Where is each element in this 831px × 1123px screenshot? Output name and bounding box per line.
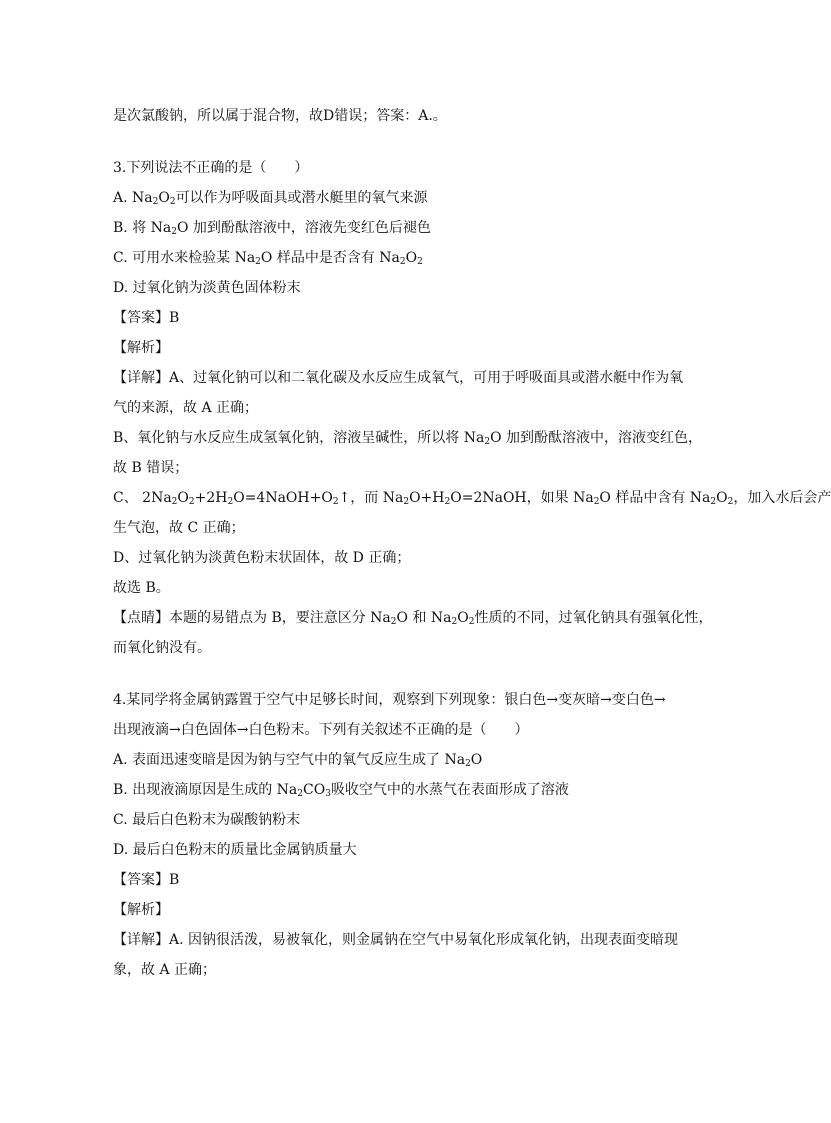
- text-run: 【点睛】本题的易错点为 B，要注意区分 Na: [113, 610, 391, 626]
- subscript: 2: [403, 497, 410, 507]
- text-run: A. Na: [113, 190, 153, 206]
- document-body: [113, 101, 831, 985]
- question-3-detail-line: [113, 423, 703, 453]
- question-3-option-c: [113, 243, 683, 273]
- text-run: ，加入水后会产: [733, 490, 831, 506]
- question-4-option-c: C. 最后白色粉末为碳酸钠粉末: [113, 812, 301, 828]
- question-3-option-b: [113, 213, 683, 243]
- text-run: O 加到酚酞溶液中，溶液变红色，: [490, 430, 703, 446]
- question-3-option-d: D. 过氧化钠为淡黄色固体粉末: [113, 280, 301, 296]
- subscript: 2: [169, 197, 176, 207]
- subscript: 2: [710, 497, 717, 507]
- text-run: 性质的不同，过氧化钠具有强氧化性，: [474, 610, 713, 626]
- question-4-stem-line: 4.某同学将金属钠露置于空气中足够长时间，观察到下列现象：银白色→变灰暗→变白色→: [113, 692, 666, 708]
- text-run: C. 可用水来检验某 Na: [113, 250, 256, 266]
- text-run: O 和 Na: [396, 610, 452, 626]
- text-run: O 样品中含有 Na: [599, 490, 711, 506]
- text-run: CO: [302, 782, 326, 798]
- subscript: 2: [171, 227, 177, 237]
- question-3-key-point-line: 而氧化钠没有。: [113, 640, 211, 656]
- question-4-analysis-heading: 【解析】: [113, 902, 169, 918]
- subscript: 2: [451, 617, 458, 627]
- text-run: B. 将 Na: [113, 220, 172, 236]
- subscript: 2: [484, 437, 491, 447]
- subscript: 2: [297, 789, 303, 799]
- continuation-text: 是次氯酸钠，所以属于混合物，故D错误；答案：A.。: [113, 108, 447, 124]
- subscript: 2: [593, 497, 600, 507]
- question-3-stem: 3.下列说法不正确的是（ ）: [113, 160, 309, 176]
- question-3-detail-line: 【详解】A、过氧化钠可以和二氧化碳及水反应生成氧气，可用于呼吸面具或潜水艇中作为氧: [113, 370, 684, 386]
- subscript: 3: [325, 789, 331, 799]
- question-4-option-b: [113, 775, 683, 805]
- question-3-detail-line: 生气泡，故 C 正确；: [113, 520, 245, 536]
- question-3-detail-line: 故选 B。: [113, 580, 170, 596]
- question-4-stem-line: 出现液滴→白色固体→白色粉末。下列有关叙述不正确的是（ ）: [113, 722, 529, 738]
- subscript: 2: [468, 617, 475, 627]
- subscript: 2: [399, 257, 406, 267]
- question-3-detail-line: 气的来源，故 A 正确；: [113, 400, 259, 416]
- question-3-key-point: [113, 603, 713, 633]
- question-4-option-d: D. 最后白色粉末的质量比金属钠质量大: [113, 842, 357, 858]
- question-3-detail-line: 故 B 错误；: [113, 460, 189, 476]
- question-3-detail-line: D、过氧化钠为淡黄色粉末状固体，故 D 正确；: [113, 550, 411, 566]
- text-run: O=2NaOH，如果 Na: [450, 490, 594, 506]
- subscript: 2: [255, 257, 261, 267]
- subscript: 2: [332, 497, 339, 507]
- question-3-detail-equation-line: [113, 483, 831, 513]
- text-run: O 加到酚酞溶液中，溶液先变红色后褪色: [176, 220, 431, 236]
- subscript: 2: [444, 497, 451, 507]
- question-3-analysis-heading: 【解析】: [113, 340, 169, 356]
- subscript: 2: [188, 497, 195, 507]
- question-4-detail-line: 象，故 A 正确；: [113, 962, 217, 978]
- text-run: O: [405, 250, 418, 266]
- subscript: 2: [171, 497, 178, 507]
- text-run: O: [470, 752, 483, 768]
- text-run: 吸收空气中的水蒸气在表面形成了溶液: [330, 782, 569, 798]
- text-run: O: [716, 490, 728, 506]
- subscript: 2: [727, 497, 734, 507]
- text-run: +2H: [194, 490, 228, 506]
- text-run: A. 表面迅速变暗是因为钠与空气中的氧气反应生成了 Na: [113, 752, 466, 768]
- subscript: 2: [417, 257, 423, 267]
- text-run: B、氧化钠与水反应生成氢氧化钠，溶液呈碱性，所以将 Na: [113, 430, 485, 446]
- text-run: O=4NaOH+O: [233, 490, 333, 506]
- question-4-answer: 【答案】B: [113, 872, 180, 888]
- subscript: 2: [390, 617, 397, 627]
- text-run: O: [457, 610, 469, 626]
- question-4-option-a: [113, 745, 683, 775]
- subscript: 2: [465, 759, 471, 769]
- text-run: B. 出现液滴原因是生成的 Na: [113, 782, 298, 798]
- text-run: C、 2Na: [113, 490, 172, 506]
- subscript: 2: [152, 197, 159, 207]
- text-run: O: [158, 190, 170, 206]
- text-run: O: [177, 490, 189, 506]
- text-run: ↑，而 Na: [338, 490, 404, 506]
- question-3-option-a: [113, 183, 683, 213]
- question-4-detail-line: 【详解】A. 因钠很活泼，易被氧化，则金属钠在空气中易氧化形成氧化钠，出现表面变暗现: [113, 932, 679, 948]
- text-run: O 样品中是否含有 Na: [260, 250, 400, 266]
- question-3-answer: 【答案】B: [113, 310, 180, 326]
- subscript: 2: [227, 497, 234, 507]
- text-run: 可以作为呼吸面具或潜水艇里的氧气来源: [175, 190, 428, 206]
- text-run: O+H: [409, 490, 445, 506]
